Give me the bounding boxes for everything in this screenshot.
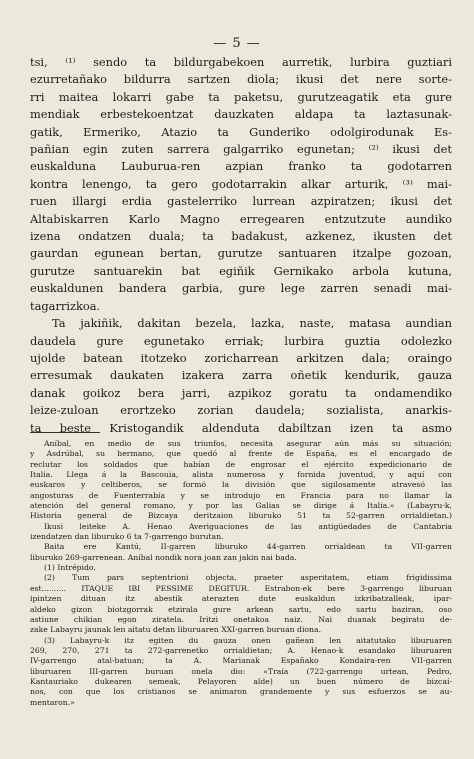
text-line: erresumak daukaten izakera zarra oñetik kendurik, gauza xyxy=(30,368,452,383)
main-text xyxy=(30,54,452,437)
text-line: tagarrizkoa. xyxy=(30,298,101,313)
text-line: gatik, Ermeriko, Atazio ta Gunderiko odolgirodunak Es- xyxy=(30,124,452,139)
footnote-line: 269, 270, 271 ta 272-garrenetko orrialdietan; A. Henao-k esandako liburuaren xyxy=(30,645,452,655)
text-line: ujolde batean itotzeko zoricharrean arkitzen dala; oraingo xyxy=(30,350,452,365)
text-line: mendiak erbestekoentzat dauzkaten aldapa ta laztasunak- xyxy=(30,107,452,122)
footnote-line: (2) Tum pars septentrioni objecta, praeter asperitatem, etiam frigidissima xyxy=(44,573,452,583)
text-line: Altabiskarren Karlo Magno erregearen entzutzute aundiko xyxy=(30,211,452,226)
footnote-line: liburuaren III-garren buruan onela dio: «Traía (722-garrengo urtean, Pedro, xyxy=(30,666,452,676)
footnotes xyxy=(30,439,452,708)
footnote-line: aldeko gizon biotzgorrak etzirala gure arkean sartu, edo sartu baziran, oso xyxy=(30,604,452,614)
text-line: gaurdan egunean bertan, gurutze santuaren itzalpe gozoan, xyxy=(30,246,452,261)
footnote-line: Baita ere Kantú, II-garren liburuko 44-garren orrialdean ta VII-garren xyxy=(44,542,452,552)
footnote-line: est.......... ITAQUE IBI PESSIME DEGITUR. Estrabon-ek bere 3-garrengo liburuan xyxy=(30,583,452,593)
text-line: euskalduna Lauburua-ren azpian franko ta godotarren xyxy=(30,159,452,174)
footnote-line: reclutar los soldados que habían de engrosar el ejército expedicionario de xyxy=(30,459,452,469)
text-line: tsi, ⁽¹⁾ sendo ta bildurgabekoen aurretik, lurbira guztiari xyxy=(30,55,452,69)
text-line: gurutze santuarekin bat egiñik Gernikako arbola kutuna, xyxy=(30,263,452,278)
footnote-line: (3) Labayru-k itz egiten du gauza onen gañean len aitatutako liburuaren xyxy=(44,635,452,645)
text-line: euskaldunen bandera garbia, gure lege zarren senadi mai- xyxy=(30,281,452,296)
footnote-line: (1) Intrépido. xyxy=(44,563,96,573)
page-number: — 5 — xyxy=(213,36,261,51)
text-line: ezurretañako bildurra sartzen diola; ikusi det nere sorte- xyxy=(30,72,452,87)
text-line: izena ondatzen duala; ta badakust, azkenez, ikusten det xyxy=(30,229,452,244)
text-line: danak goikoz bera jarri, azpikoz goratu ta ondamendiko xyxy=(30,385,452,400)
footnote-line: Italia. Llega á la Bascouia, alista numerosa y fornida juventud, y aquí con xyxy=(30,470,452,480)
text-line: ta beste Kristogandik aldenduta dabiltzan izen ta asmo xyxy=(30,420,452,435)
text-line: leize-zuloan erortzeko zorian daudela; sozialista, anarkis- xyxy=(30,403,452,418)
footnote-line: Ikusi leiteke A. Henao Averiguaciones de las antigüedades de Cantabria xyxy=(44,521,452,531)
footnote-line: izendatzen dan liburuko 6 ta 7-garrengo burutan. xyxy=(30,532,224,542)
footnote-line: angosturas de Fuenterrabía y se introdujo en Francia para no llamar la xyxy=(30,490,452,500)
text-line: Ta jakiñik, dakitan bezela, lazka, naste, matasa aundian xyxy=(52,316,452,331)
text-line: daudela gure egunetako erriak; lurbira guztia odolezko xyxy=(30,333,452,348)
text-line: ruen illargi erdia gastelerriko lurrean azpiratzen; ikusi det xyxy=(30,194,452,209)
footnote-line: IV-garrengo atal-batuan; ta A. Marianak Españako Kondaira-ren VII-garren xyxy=(30,656,452,666)
footnote-line: ipintzen dituan itz abestik aterazten dute euskaldun izkribatzalleak, ipar- xyxy=(30,594,452,604)
footnote-line: y Asdrúbal, su hermano, que quedó al frente de España, es el encargado de xyxy=(30,449,452,459)
footnote-line: Historia general de Bizcaya deritzaion liburuko 51 ta 52-garren orrialdietan.) xyxy=(30,511,452,521)
footnote-line: astiune chikian egon ziratela. Iritzi onetakoa naiz. Nai duanak begiratu de- xyxy=(30,614,452,624)
footnote-divider xyxy=(30,432,100,433)
text-line: kontra lenengo, ta gero godotarrakin alkar arturik, ⁽³⁾ mai- xyxy=(30,176,452,191)
footnote-line: euskaros y celtiberos, se formó la división que sigilosamente atravesó las xyxy=(30,480,452,490)
footnote-line: liburuko 269-garrenean. Aníbal nondik nora joan zan jakin nai bada. xyxy=(30,552,297,562)
footnote-line: Kantauriako dukearen semeak, Pelayoren alde) un buen número de bizcaí- xyxy=(30,676,452,686)
text-line: pañian egin zuten sarrera galgarriko egunetan; ⁽²⁾ ikusi det xyxy=(30,142,452,157)
footnote-line: nos, con que los cristianos se animaron grandemente y sus esfuerzos se au- xyxy=(30,687,452,697)
footnote-line: mentaron.» xyxy=(30,697,75,707)
footnote-line: zake Labayru jaunak len aitatu detan liburuaren XXI-garren buruan diona. xyxy=(30,625,322,635)
footnote-line: Aníbal, en medio de sus triunfos, necesita asegurar aún más su situación; xyxy=(44,439,452,448)
text-line: rri maitea lokarri gabe ta paketsu, gurutzeagatik eta gure xyxy=(30,89,452,104)
footnote-line: atención del general romano, y por las Galias se dirige á Italia.» (Labayru-k, xyxy=(30,501,452,511)
